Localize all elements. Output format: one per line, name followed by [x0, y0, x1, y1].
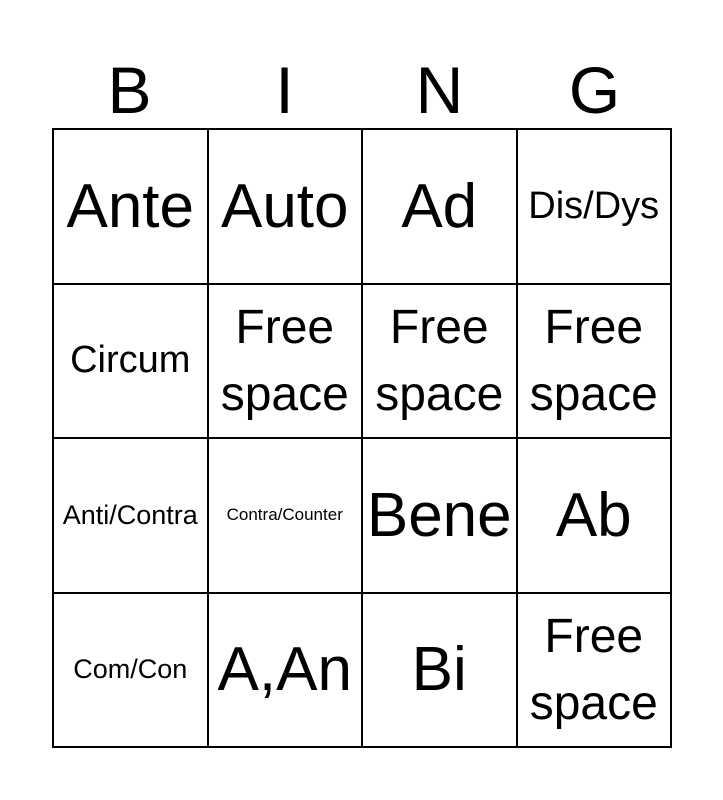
cell-label: Free space: [220, 300, 349, 421]
cell-label: Ab: [555, 480, 632, 550]
bingo-board: [52, 128, 672, 748]
cell-label: Ante: [66, 171, 195, 241]
bingo-cell[interactable]: [54, 285, 209, 440]
cell-label: Ad: [401, 171, 478, 241]
bingo-cell-free-space[interactable]: [518, 285, 673, 440]
cell-label: Anti/Contra: [62, 499, 198, 530]
bingo-cell[interactable]: [54, 594, 209, 749]
header-letter-n: N: [415, 53, 464, 127]
cell-label: Bi: [411, 635, 467, 705]
header-letter-i: I: [275, 53, 294, 127]
cell-label: Circum: [70, 339, 191, 382]
bingo-cell-free-space[interactable]: [363, 285, 518, 440]
bingo-cell[interactable]: [518, 439, 673, 594]
cell-label: Contra/Counter: [226, 505, 343, 525]
cell-label: Free space: [529, 300, 658, 421]
bingo-cell[interactable]: [209, 594, 364, 749]
bingo-cell[interactable]: [54, 130, 209, 285]
cell-label: Bene: [366, 480, 512, 550]
header-letter-g: G: [568, 53, 621, 127]
bingo-cell-free-space[interactable]: [518, 594, 673, 749]
bingo-cell[interactable]: [209, 130, 364, 285]
bingo-cell[interactable]: [363, 130, 518, 285]
cell-label: Dis/Dys: [528, 184, 660, 227]
bingo-cell[interactable]: [518, 130, 673, 285]
cell-label: Com/Con: [73, 654, 188, 685]
bingo-cell[interactable]: [209, 439, 364, 594]
bingo-cell[interactable]: [363, 439, 518, 594]
cell-label: Free space: [529, 609, 658, 730]
bingo-cell[interactable]: [363, 594, 518, 749]
cell-label: Free space: [375, 300, 504, 421]
bingo-header: [52, 52, 672, 128]
header-letter-b: B: [107, 53, 152, 127]
bingo-cell-free-space[interactable]: [209, 285, 364, 440]
cell-label: Auto: [220, 171, 349, 241]
cell-label: A,An: [217, 635, 352, 705]
bingo-cell[interactable]: [54, 439, 209, 594]
